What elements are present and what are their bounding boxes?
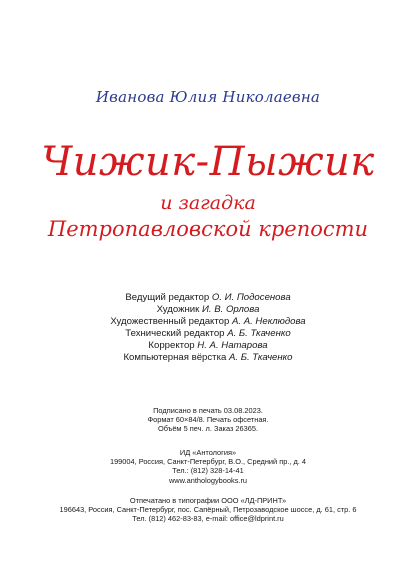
- credit-line: [0, 328, 416, 340]
- book-subtitle-line-2: Петропавловской крепости: [47, 217, 369, 241]
- book-subtitle-line-1: и загадка: [160, 192, 256, 214]
- credit-role: Технический редактор: [125, 328, 225, 339]
- credit-person: О. И. Подосенова: [211, 292, 291, 303]
- credit-person: Н. А. Натарова: [197, 340, 268, 351]
- credit-line: [0, 304, 416, 316]
- print-format: Формат 60×84/8. Печать офсетная.: [147, 415, 269, 425]
- credit-person: А. А. Неклюдова: [231, 316, 306, 327]
- author-name: Иванова Юлия Николаевна: [95, 88, 321, 106]
- credit-person: А. Б. Ткаченко: [227, 328, 291, 339]
- credits-block: [0, 292, 416, 364]
- credit-person: А. Б. Ткаченко: [229, 352, 293, 363]
- printer-address: 196643, Россия, Санкт-Петербург, пос. Сапёрный, Петрозаводское шоссе, д. 61, стр. 6: [59, 505, 357, 515]
- credit-role: Художественный редактор: [110, 316, 230, 327]
- book-title: Чижик-Пыжик: [41, 139, 375, 185]
- printer-name: Отпечатано в типографии ООО «ЛД-ПРИНТ»: [129, 496, 287, 505]
- credit-role: Корректор: [148, 340, 195, 351]
- print-volume-order: Объём 5 печ. л. Заказ 26365.: [157, 424, 259, 434]
- credit-line: [0, 352, 416, 364]
- credit-line: [0, 340, 416, 352]
- publisher-address: 199004, Россия, Санкт-Петербург, В.О., Средний пр., д. 4: [109, 457, 307, 467]
- publisher-phone: Тел.: (812) 328-14-41: [172, 466, 244, 476]
- print-signed-date: Подписано в печать 03.08.2023.: [153, 406, 263, 415]
- printer-block: [0, 496, 416, 524]
- credit-role: Ведущий редактор: [125, 292, 210, 303]
- credit-role: Компьютерная вёрстка: [123, 352, 227, 363]
- publisher-website: www.anthologybooks.ru: [168, 475, 248, 485]
- publisher-block: [0, 448, 416, 485]
- credit-line: [0, 292, 416, 304]
- publisher-name: ИД «Антология»: [179, 448, 237, 457]
- credit-line: [0, 316, 416, 328]
- credit-person: И. В. Орлова: [202, 304, 260, 315]
- print-info-block: [0, 406, 416, 434]
- credit-role: Художник: [156, 304, 200, 315]
- printer-contacts: Тел. (812) 462-83-83, e-mail: office@ldprint.ru: [132, 514, 284, 524]
